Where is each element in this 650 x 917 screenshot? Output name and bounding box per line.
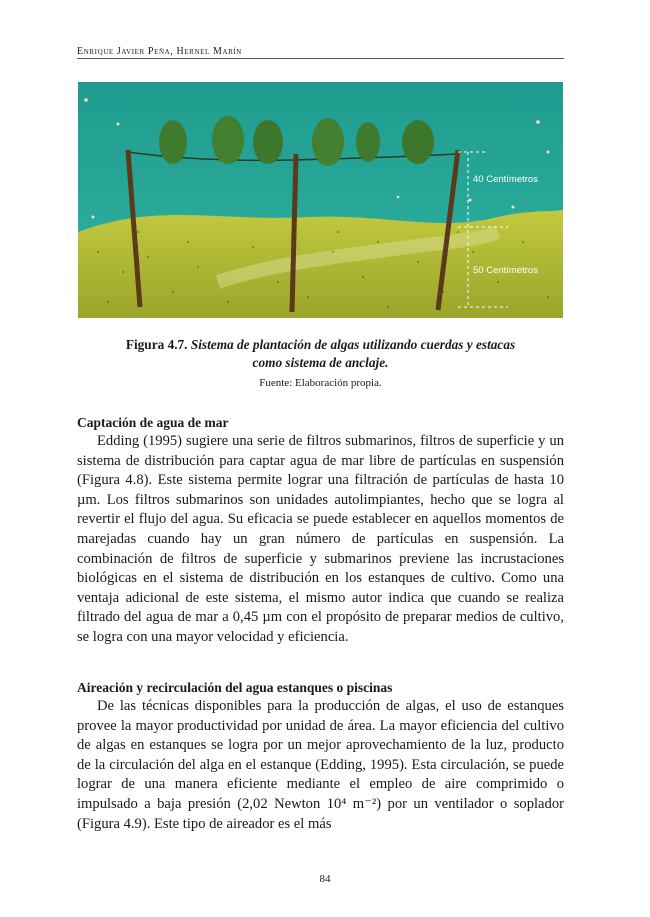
section-aeration bbox=[77, 678, 564, 834]
section-paragraph: De las técnicas disponibles para la producción de algas, el uso de estanques provee la mayor productividad por unidad de área. La mayor eficiencia del cultivo de algas en estanques se logra por un mejor aprovechamiento de la luz, producto de la circulación del alga en el estanque (Edding, 1995). Esta circulación, se puede lograr de una manera eficiente mediante el empleo de aire comprimido o impulsado a baja presión (2,02 Newton 10⁴ m⁻²) por un ventilador o soplador (Figura 4.9). Este tipo de aireador es el más bbox=[77, 698, 564, 832]
label-40cm: 40 Centímetros bbox=[473, 174, 538, 185]
label-50cm: 50 Centímetros bbox=[473, 265, 538, 276]
figure-title-line1: Sistema de plantación de algas utilizando cuerdas y estacas bbox=[190, 337, 516, 352]
algae-planting-diagram bbox=[78, 82, 563, 318]
figure-number: Figura 4.7. bbox=[125, 337, 188, 352]
figure-caption bbox=[77, 336, 564, 372]
section-paragraph: Edding (1995) sugiere una serie de filtros submarinos, filtros de superficie y un sistema de distribución para captar agua de mar libre de partículas en suspensión (Figura 4.8). Este sistema permite lograr una filtración de partículas de hasta 10 µm. Los filtros submarinos son unidades autolimpiantes, hecho que se logra al revertir el flujo del agua. Su eficacia se puede establecer en aquellos momentos de marejadas cuando hay un gran número de partículas en suspensión. La combinación de filtros de superficie y submarinos previene las incrustaciones biológicas en el sistema de distribución en los estanques de cultivo. Como una ventaja adicional de este sistema, el mismo autor indica que cuando se realiza filtrado del agua de mar a 0,45 µm con el propósito de preparar medios de cultivo, se logra con una mayor velocidad y eficiencia. bbox=[77, 433, 564, 645]
running-header: Enrique Javier Peña, Hernel Marín bbox=[77, 46, 242, 57]
page-number: 84 bbox=[319, 873, 331, 885]
section-seawater-capture bbox=[77, 413, 564, 648]
figure-source: Fuente: Elaboración propia. bbox=[259, 377, 382, 389]
figure-illustration bbox=[78, 82, 563, 318]
section-heading: Captación de agua de mar bbox=[77, 415, 229, 430]
figure-title-line2: como sistema de anclaje. bbox=[252, 355, 389, 370]
header-rule bbox=[77, 58, 564, 59]
section-heading: Aireación y recirculación del agua estanques o piscinas bbox=[77, 680, 393, 695]
